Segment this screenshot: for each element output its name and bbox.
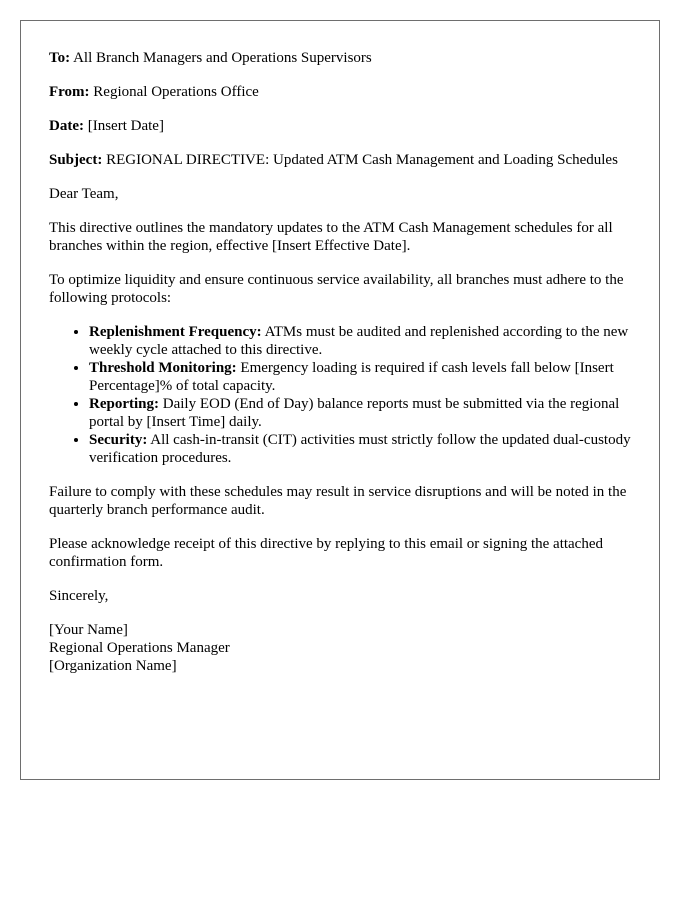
protocol-text: Emergency loading is required if cash levels fall below [Insert Percentage]% of total capacity.: [89, 360, 614, 394]
compliance-paragraph: Failure to comply with these schedules may result in service disruptions and will be noted in the quarterly branch performance audit.: [49, 484, 627, 518]
protocol-label: Replenishment Frequency:: [89, 324, 262, 340]
from-label: From:: [49, 84, 90, 100]
signature-title: Regional Operations Manager: [49, 640, 230, 656]
acknowledge-paragraph: Please acknowledge receipt of this directive by replying to this email or signing the attached confirmation form.: [49, 536, 603, 570]
letter-document: [20, 20, 660, 780]
to-line: [49, 49, 631, 67]
signature-block: [49, 621, 631, 675]
protocol-label: Security:: [89, 432, 148, 448]
protocol-text: Daily EOD (End of Day) balance reports must be submitted via the regional portal by [Insert Time] daily.: [89, 396, 620, 430]
protocol-label: Reporting:: [89, 396, 159, 412]
to-value: All Branch Managers and Operations Supervisors: [73, 50, 372, 66]
protocol-text: ATMs must be audited and replenished according to the new weekly cycle attached to this directive.: [89, 324, 629, 358]
date-label: Date:: [49, 118, 84, 134]
protocol-text: All cash-in-transit (CIT) activities must strictly follow the updated dual-custody verification procedures.: [89, 432, 631, 466]
date-value: [Insert Date]: [87, 118, 164, 134]
subject-value: REGIONAL DIRECTIVE: Updated ATM Cash Management and Loading Schedules: [106, 152, 618, 168]
signature-name: [Your Name]: [49, 622, 128, 638]
greeting: Dear Team,: [49, 186, 119, 202]
signature-organization: [Organization Name]: [49, 658, 177, 674]
protocol-label: Threshold Monitoring:: [89, 360, 237, 376]
to-label: To:: [49, 50, 71, 66]
from-line: [49, 83, 631, 101]
from-value: Regional Operations Office: [93, 84, 259, 100]
date-line: [49, 117, 631, 135]
intro-paragraph: This directive outlines the mandatory updates to the ATM Cash Management schedules for all branches within the region, effective [Insert Effective Date].: [49, 220, 613, 254]
subject-label: Subject:: [49, 152, 103, 168]
list-item: [89, 359, 631, 395]
list-item: [89, 431, 631, 467]
lead-in-paragraph: To optimize liquidity and ensure continuous service availability, all branches must adhere to the following protocols:: [49, 272, 624, 306]
list-item: [89, 395, 631, 431]
list-item: [89, 323, 631, 359]
subject-line: [49, 151, 631, 169]
protocol-list: [49, 323, 631, 467]
closing: Sincerely,: [49, 588, 109, 604]
